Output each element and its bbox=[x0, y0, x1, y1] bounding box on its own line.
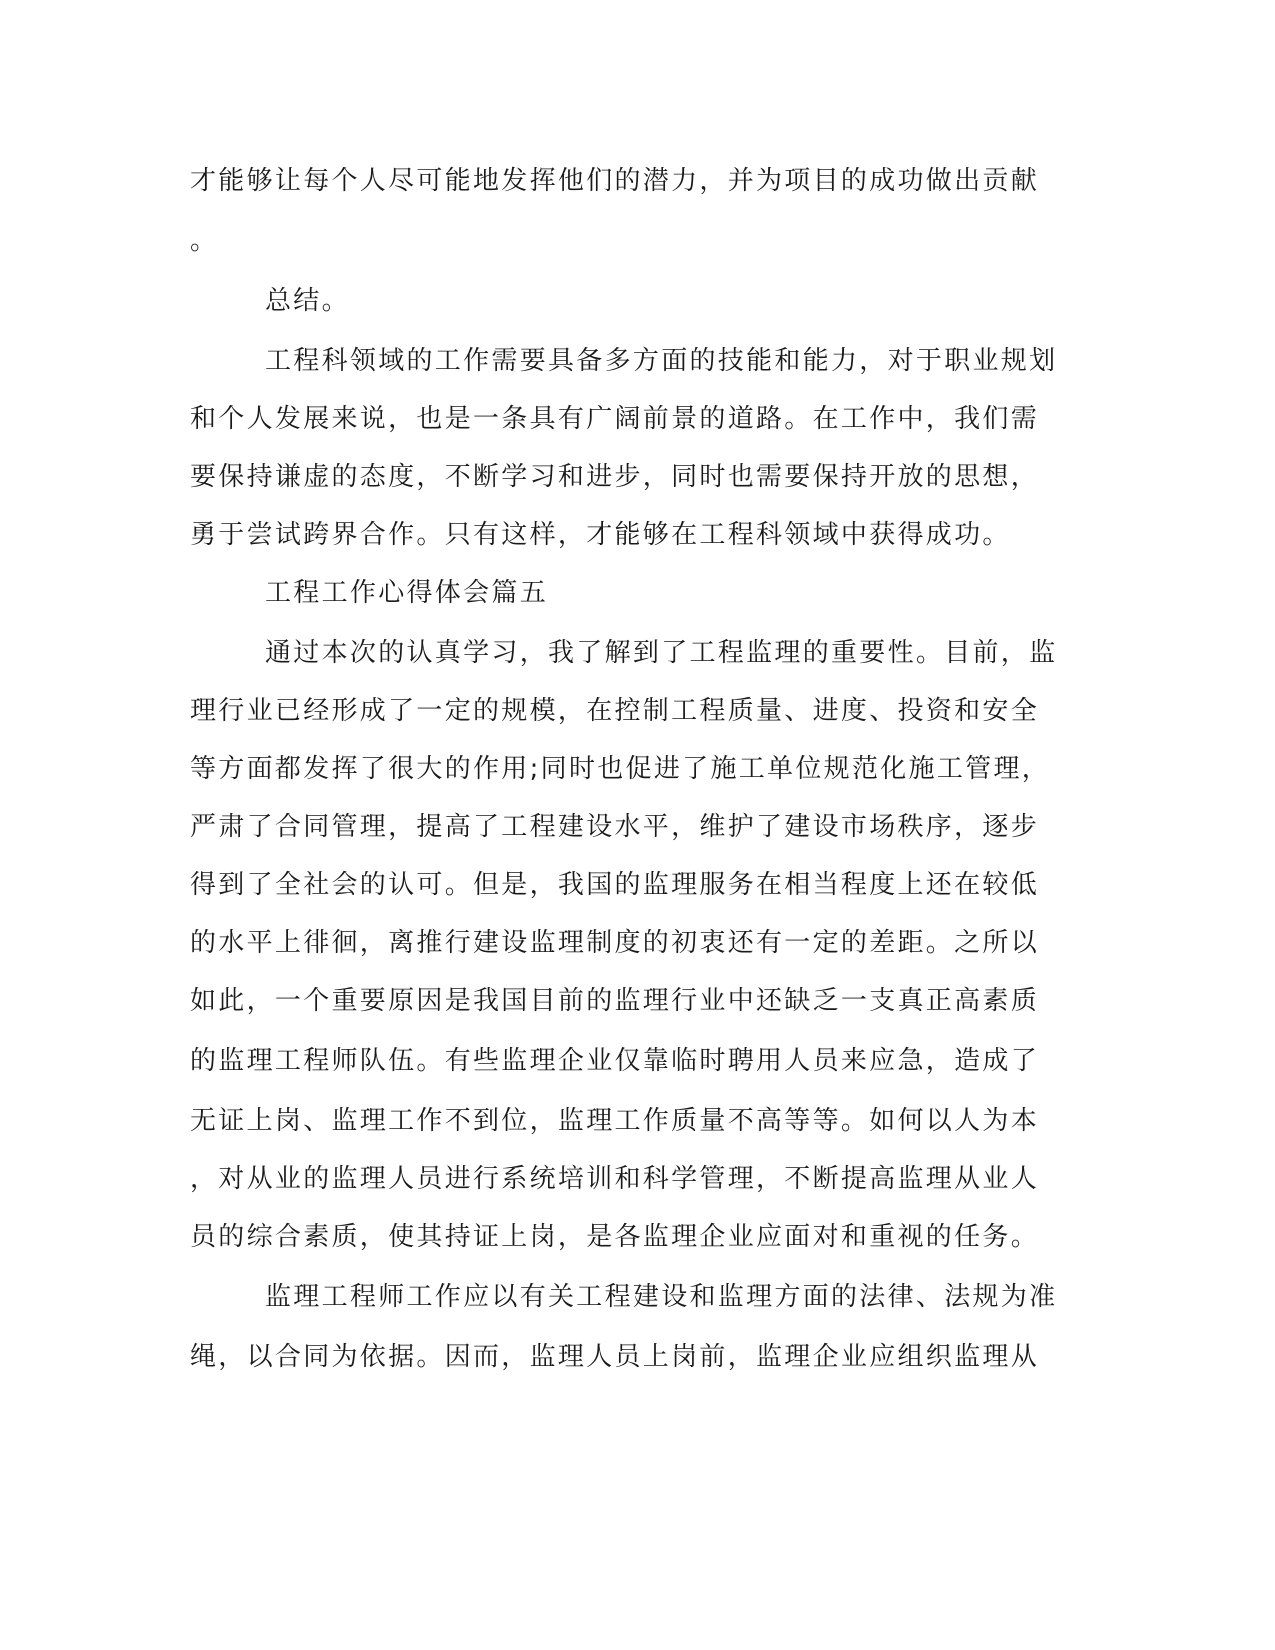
text-line: 工程科领域的工作需要具备多方面的技能和能力，对于职业规划 bbox=[265, 346, 1058, 376]
text-line: 才能够让每个人尽可能地发挥他们的潜力，并为项目的成功做出贡献 bbox=[190, 166, 1040, 196]
text-line: 得到了全社会的认可。但是，我国的监理服务在相当程度上还在较低 bbox=[190, 870, 1040, 900]
text-line: 无证上岗、监理工作不到位，监理工作质量不高等等。如何以人为本 bbox=[190, 1106, 1040, 1136]
text-line: 和个人发展来说，也是一条具有广阔前景的道路。在工作中，我们需 bbox=[190, 404, 1040, 434]
section-heading-part-five: 工程工作心得体会篇五 bbox=[265, 578, 549, 608]
text-line: 严肃了合同管理，提高了工程建设水平，维护了建设市场秩序，逐步 bbox=[190, 812, 1040, 842]
text-line: 如此，一个重要原因是我国目前的监理行业中还缺乏一支真正高素质 bbox=[190, 986, 1040, 1016]
text-line: ，对从业的监理人员进行系统培训和科学管理，不断提高监理从业人 bbox=[190, 1164, 1040, 1194]
text-line: 勇于尝试跨界合作。只有这样，才能够在工程科领域中获得成功。 bbox=[190, 520, 1011, 550]
text-line: 理行业已经形成了一定的规模，在控制工程质量、进度、投资和安全 bbox=[190, 696, 1040, 726]
text-line: 等方面都发挥了很大的作用;同时也促进了施工单位规范化施工管理， bbox=[190, 754, 1051, 784]
text-line: 的水平上徘徊，离推行建设监理制度的初衷还有一定的差距。之所以 bbox=[190, 928, 1040, 958]
text-line: 员的综合素质，使其持证上岗，是各监理企业应面对和重视的任务。 bbox=[190, 1222, 1040, 1252]
text-line: 通过本次的认真学习，我了解到了工程监理的重要性。目前，监 bbox=[265, 638, 1058, 668]
text-line: 的监理工程师队伍。有些监理企业仅靠临时聘用人员来应急，造成了 bbox=[190, 1046, 1040, 1076]
text-line: 绳，以合同为依据。因而，监理人员上岗前，监理企业应组织监理从 bbox=[190, 1342, 1040, 1372]
section-heading-summary: 总结。 bbox=[265, 286, 350, 316]
text-line: 要保持谦虚的态度，不断学习和进步，同时也需要保持开放的思想， bbox=[190, 462, 1040, 492]
text-line: 。 bbox=[190, 226, 219, 256]
text-line: 监理工程师工作应以有关工程建设和监理方面的法律、法规为准 bbox=[265, 1282, 1058, 1312]
